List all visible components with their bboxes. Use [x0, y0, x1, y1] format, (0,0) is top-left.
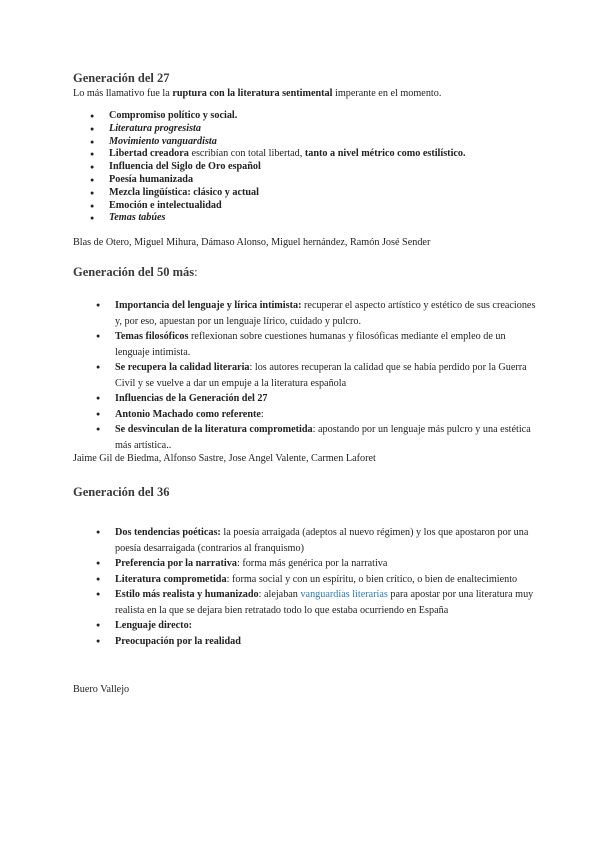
list-item: [96, 360, 536, 391]
list-item: [96, 391, 536, 407]
item-bold: Poesía humanizada: [109, 173, 194, 185]
list-item: [96, 634, 536, 650]
heading-suffix: :: [194, 265, 198, 279]
item-text: : los autores recuperan la calidad que se había perdido por la Guerra Civil y se vuelve a dar un empuje a la literatura española: [115, 362, 527, 389]
item-bold: Importancia del lenguaje y lírica intimista:: [115, 300, 302, 311]
item-bold: Influencias de la Generación del 27: [115, 393, 268, 404]
list-item: [90, 212, 466, 225]
item-bold: Libertad creadora: [109, 148, 189, 160]
list-generacion-50: [96, 298, 536, 453]
list-item: [90, 136, 466, 149]
item-bold: Temas tabúes: [109, 212, 166, 224]
item-bold: Temas filosóficos: [115, 331, 189, 342]
item-text: la poesía arraigada (adeptos al nuevo régimen) y los que apostaron por una poesía desarraigada (contrarios al franquismo): [115, 527, 529, 554]
item-text: : alejaban: [258, 589, 301, 600]
item-text: : apostando por un lenguaje más pulcro y una estética más artística..: [115, 424, 531, 451]
list-item: [96, 422, 536, 453]
item-bold: Preocupación por la realidad: [115, 635, 241, 647]
item-bold: Dos tendencias poéticas:: [115, 527, 221, 538]
item-bold: Literatura comprometida: [115, 573, 227, 585]
item-text: : forma social y con un espíritu, o bien crítico, o bien de enaltecimiento: [226, 573, 518, 585]
item-bold: Se desvinculan de la literatura comprometida: [115, 424, 313, 435]
item-text: para apostar por una literatura muy realista en la que se dejara bien retratado todo lo que estaba ocurriendo en España: [115, 589, 534, 616]
item-bold: Movimiento vanguardista: [109, 135, 217, 147]
item-text: recuperar el aspecto artístico y estético de sus creaciones y, por eso, apuestan por un lenguaje lírico, cuidado y pulcro.: [115, 300, 536, 327]
list-generacion-36: [96, 525, 536, 649]
item-bold: Compromiso político y social.: [109, 110, 238, 121]
item-text: : forma más genérica por la narrativa: [236, 558, 388, 569]
authors-50: Jaime Gil de Biedma, Alfonso Sastre, Jose Angel Valente, Carmen Laforet: [73, 453, 376, 464]
list-item: [96, 525, 536, 556]
item-bold: Literatura progresista: [109, 122, 201, 134]
intro-paragraph-27: [73, 87, 441, 101]
item-bold: Influencia del Siglo de Oro español: [109, 161, 261, 173]
list-item: [90, 110, 466, 123]
list-generacion-27: [90, 110, 466, 225]
heading-generacion-27: Generación del 27: [73, 71, 170, 85]
heading-generacion-50: [73, 265, 198, 280]
item-bold: Preferencia por la narrativa: [115, 558, 237, 569]
intro-bold: ruptura con la literatura sentimental: [172, 88, 333, 99]
list-item: [90, 148, 466, 161]
item-bold: Mezcla lingüística: clásico y actual: [109, 186, 259, 198]
item-bold: Antonio Machado como referente: [115, 408, 261, 420]
list-item: [96, 587, 536, 618]
intro-prefix: Lo más llamativo fue la: [73, 88, 173, 99]
heading-text: Generación del 50 más: [73, 265, 195, 279]
item-bold: Lenguaje directo:: [115, 620, 193, 631]
item-text: escribían con total libertad,: [188, 148, 305, 160]
item-bold: Se recupera la calidad literaria: [115, 362, 250, 373]
list-item: [90, 174, 466, 187]
list-item: [96, 407, 536, 423]
list-item: [90, 123, 466, 136]
item-bold: tanto a nivel métrico como estilístico.: [304, 148, 466, 160]
item-bold: Emoción e intelectualidad: [109, 199, 222, 211]
item-text: reflexionan sobre cuestiones humanas y filosóficas mediante el empleo de un lenguaje intimista.: [115, 331, 506, 358]
list-item: [96, 572, 536, 588]
item-text: :: [260, 408, 264, 420]
list-item: [96, 298, 536, 329]
list-item: [90, 187, 466, 200]
heading-generacion-36: Generación del 36: [73, 485, 170, 499]
item-bold: Estilo más realista y humanizado: [115, 589, 259, 600]
authors-36: Buero Vallejo: [73, 684, 130, 695]
authors-27: Blas de Otero, Miguel Mihura, Dámaso Alonso, Miguel hernández, Ramón José Sender: [73, 237, 431, 248]
vanguardias-literarias-link[interactable]: vanguardias literarias: [300, 589, 388, 600]
list-item: [90, 200, 466, 213]
list-item: [96, 329, 536, 360]
list-item: [96, 556, 536, 572]
intro-suffix: imperante en el momento.: [332, 88, 442, 99]
list-item: [90, 161, 466, 174]
list-item: [96, 618, 536, 634]
